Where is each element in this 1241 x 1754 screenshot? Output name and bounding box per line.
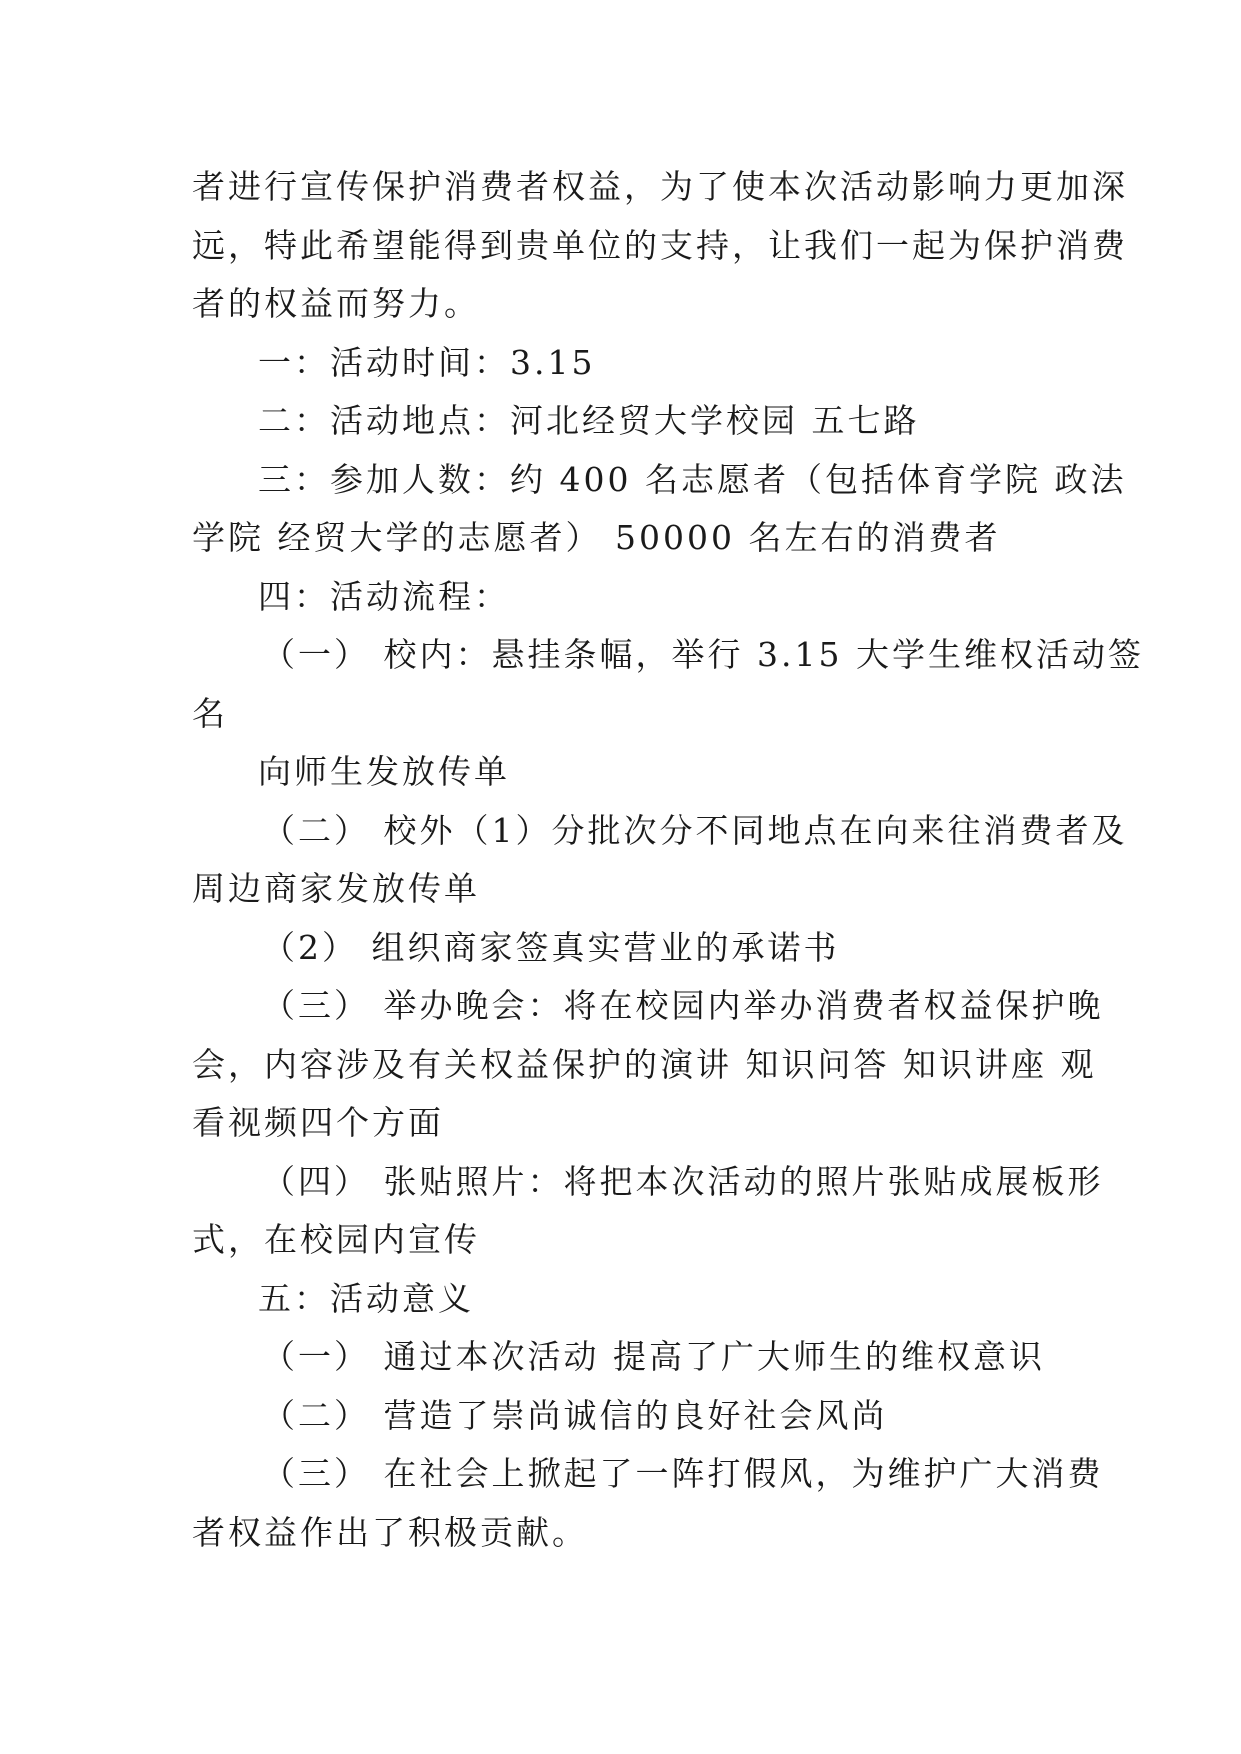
body-line: 者进行宣传保护消费者权益，为了使本次活动影响力更加深 xyxy=(192,167,1128,206)
section-heading-process: 四：活动流程： xyxy=(258,576,510,616)
body-line: 向师生发放传单 xyxy=(258,752,510,791)
section-heading-significance: 五：活动意义 xyxy=(258,1278,474,1318)
section-heading-participants: 三：参加人数：约 400 名志愿者（包括体育学院 政法 xyxy=(258,459,1127,499)
list-item: （二） 营造了崇尚诚信的良好社会风尚 xyxy=(262,1395,888,1435)
list-item: （四） 张贴照片：将把本次活动的照片张贴成展板形 xyxy=(262,1161,1104,1201)
list-item: （一） 通过本次活动 提高了广大师生的维权意识 xyxy=(262,1337,1045,1376)
section-heading-time: 一：活动时间：3.15 xyxy=(258,342,596,382)
list-item: （三） 举办晚会：将在校园内举办消费者权益保护晚 xyxy=(262,986,1104,1025)
section-heading-location: 二：活动地点：河北经贸大学校园 五七路 xyxy=(258,401,920,440)
body-line: 名 xyxy=(192,693,228,733)
document-body xyxy=(192,158,1144,1562)
body-line: 周边商家发放传单 xyxy=(192,869,480,908)
body-line: 学院 经贸大学的志愿者） 50000 名左右的消费者 xyxy=(192,518,1001,557)
body-line: 者权益作出了积极贡献。 xyxy=(192,1512,588,1552)
list-item: （三） 在社会上掀起了一阵打假风，为维护广大消费 xyxy=(262,1454,1104,1493)
body-line: 看视频四个方面 xyxy=(192,1103,444,1142)
list-item: （二） 校外（1）分批次分不同地点在向来往消费者及 xyxy=(262,810,1128,850)
list-item: （一） 校内：悬挂条幅，举行 3.15 大学生维权活动签 xyxy=(262,635,1144,674)
body-line: 式，在校园内宣传 xyxy=(192,1220,480,1259)
body-line: 者的权益而努力。 xyxy=(192,284,480,323)
body-line: 远，特此希望能得到贵单位的支持，让我们一起为保护消费 xyxy=(192,225,1128,265)
list-item: （2） 组织商家签真实营业的承诺书 xyxy=(262,927,840,967)
body-line: 会，内容涉及有关权益保护的演讲 知识问答 知识讲座 观 xyxy=(192,1044,1097,1084)
